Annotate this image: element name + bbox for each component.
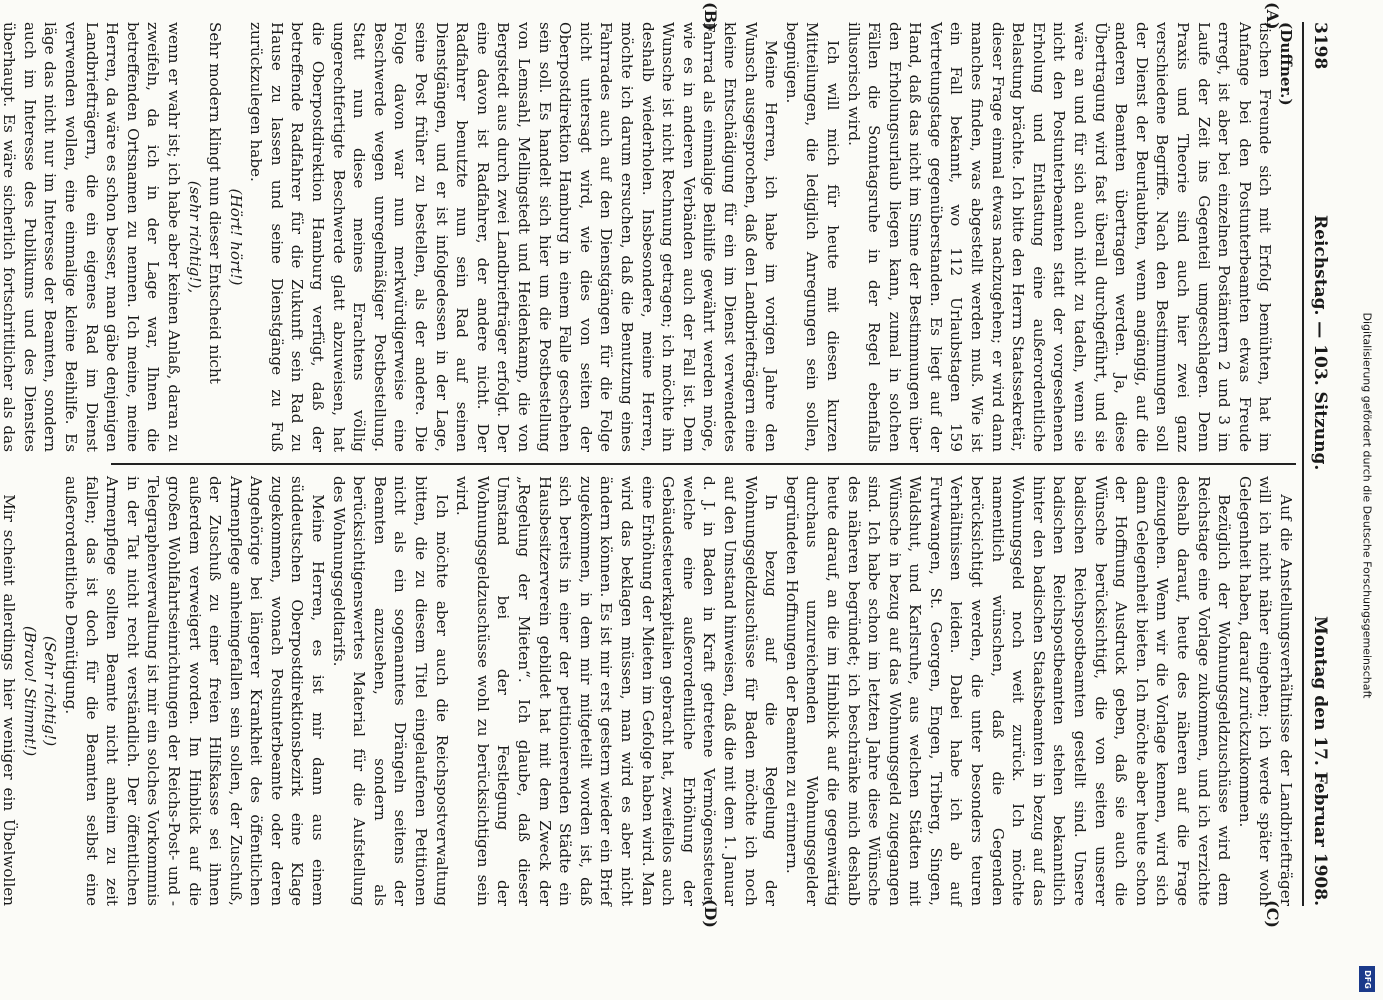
paragraph: Ich möchte aber auch die Reichspostverwaltung bitten, die zu diesem Titel eingelaufenen Petitionen nicht als ein sogenanntes Drängeln seitens der Beamten anzusehen, sondern als berücksichtigenswertes Material für die Aufstellung des Wohnungsgeldtarifs. xyxy=(329,476,451,906)
running-head-title: Reichstag. — 103. Sitzung. xyxy=(1310,215,1330,471)
margin-marker-b: (B) xyxy=(701,2,720,31)
page-number: 3198 xyxy=(1310,22,1330,70)
digitization-credit-text: Digitalisierung gefördert durch die Deutsche Forschungsgemeinschaft xyxy=(1360,312,1374,698)
speaker-label: (Duffner.) xyxy=(1277,22,1295,106)
margin-marker-c: (C) xyxy=(1263,900,1282,928)
paragraph: Sehr modern klingt nun dieser Entscheid nicht xyxy=(206,22,225,384)
left-column xyxy=(0,22,1296,452)
digitization-credit xyxy=(1356,40,1378,970)
running-head xyxy=(1306,22,1334,906)
paragraph: wenn er wahr ist; ich habe aber keinen Anlaß, daran zu zweifeln, da ich in der Lage war, Ihnen die betreffenden Ortsnamen zu nennen. Ich meine, meine Herren, da wäre es schon besser, man gäbe denjenigen Landbriefträgern, die ein eigenes Rad im Dienst verwenden wollen, eine einmalige kleine Beihilfe. Es läge das nicht nur im Interesse der Beamten, sondern auch im Interesse des Publikums und des Dienstes überhaupt. Es wäre sicherlich fortschrittlicher als das xyxy=(0,22,183,452)
paragraph: Meine Herren, es ist mir dann aus einem süddeutschen Oberpostdirektionsbezirk eine Klage zugekommen, wonach Postunterbeamte oder deren Angehörige bei längerer Krankheit des öffentlichen Armenpflege anheimgefallen sein sollen, der Zuschuß, der Zuschuß zu einer freien Hilfskasse sei ihnen außerdem verweigert worden. Im Hinblick auf die großen Wohlfahrtseinrichtungen der Reichs-Post- und -Telegraphenverwaltung ist mir ein solches Vorkommnis in der Tat nicht recht verständlich. Der öffentlichen Armenpflege sollten Beamte nicht anheim zu zeit fallen; das ist doch für die Beamten selbst eine außerordentliche Demütigung. xyxy=(61,476,328,906)
paragraph: Ich will mich für heute mit diesen kurzen Mitteilungen, die lediglich Anregungen sein sollen, begnügen. xyxy=(782,22,842,452)
paragraph: Meine Herren, ich habe im vorigen Jahre den Wunsch ausgesprochen, daß den Landbriefträgern eine kleine Entschädigung für ein im Dienst verwendetes Fahrrad als einmalige Beihilfe gewährt werden möge, wie es in anderen Verbänden auch der Fall ist. Dem Wunsche ist nicht Rechnung getragen; ich möchte ihn deshalb wiederholen. Insbesondere, meine Herren, möchte ich darum ersuchen, daß die Benutzung eines Fahrrades auch auf den Dienstgängen für die Folge nicht untersagt wird, wie dies von seiten der Oberpostdirektion Hamburg in einem Falle geschehen sein soll. Es handelt sich hier um die Postbestellung von Lemsahl, Mellingstedt und Heidenkamp, die von Bergstedt aus durch zwei Landbriefträger erfolgt. Der eine davon ist Radfahrer, der andere nicht. Der Radfahrer benutzte nun sein Rad auf seinen Dienstgängen, und er ist infolgedessen in der Lage, seine Post früher zu bestellen, als der andere. Die Folge davon war nun merkwürdigerweise eine Beschwerde wegen unregelmäßiger Postbestellung. Statt nun diese meines Erachtens völlig ungerechtfertigte Beschwerde glatt abzuweisen, hat die Oberpostdirektion Hamburg verfügt, daß der betreffende Radfahrer für die Zukunft sein Rad zu Hause zu lassen und seine Dienstgänge zu Fuß zurückzulegen habe. xyxy=(247,22,781,452)
margin-marker-d: (D) xyxy=(701,898,720,928)
interjection: (Bravo! Stimmt!) xyxy=(20,625,39,757)
paragraph: Auf die Anstellungsverhältnisse der Landbriefträger will ich nicht näher eingehen; ich werde später wohl Gelegenheit haben, darauf zurückzukommen. xyxy=(1235,476,1295,906)
interjection: (Hört! hört!) xyxy=(226,188,245,286)
paragraph: Bezüglich der Wohnungsgeldzuschüsse wird dem Reichstage eine Vorlage zukommen, und ich verzichte deshalb darauf, heute des näheren auf die Frage einzugehen. Wenn wir die Vorlage kennen, wird sich dann Gelegenheit bieten. Ich möchte aber heute schon der Hoffnung Ausdruck geben, daß sie auch die Wünsche berücksichtigt, die von seiten unserer badischen Reichspostbeamten gestellt sind. Unsere badischen Reichspostbeamten stehen bekanntlich hinter den badischen Staatsbeamten in bezug auf das Wohnungsgeld noch weit zurück. Ich möchte namentlich wünschen, daß die Gegenden berücksichtigt werden, die unter besonders teuren Verhältnissen leiden. Dabei habe ich ab auf Furtwangen, St. Georgen, Engen, Triberg, Singen, Waldshut, und Karlsruhe, aus welchen Städten mit Wünsche in bezug auf das Wohnungsgeld zugegangen sind. Ich habe schon im letzten Jahre diese Wünsche des näheren begründet; ich beschränke mich deshalb heute darauf, an die im Hinblick auf die gegenwärtig durchaus unzureichenden Wohnungsgelder begründeten Hoffnungen der Beamten zu erinnern. xyxy=(782,476,1234,906)
header-rule xyxy=(1302,22,1304,906)
page xyxy=(0,2,1340,928)
running-head-date: Montag den 17. Februar 1908. xyxy=(1310,616,1330,906)
dfg-logo xyxy=(1359,966,1375,992)
paragraph: Mir scheint allerdings hier weniger ein Übelwollen xyxy=(0,494,19,906)
column-rule xyxy=(111,463,1296,465)
dfg-logo-text: DFG xyxy=(1362,969,1372,989)
right-column xyxy=(0,476,1296,906)
interjection: (sehr richtig!), xyxy=(185,180,204,294)
paragraph: In bezug auf die Regelung der Wohnungsgeldzuschüsse für Baden möchte ich noch auf den Umstand hinweisen, daß die mit dem 1. Januar d. J. in Baden in Kraft getretene Vermögenssteuer, welche eine außerordentliche Erhöhung der Gebäudesteuerkapitalien gebracht hat, zweifellos auch eine Erhöhung der Mieten im Gefolge haben wird. Man wird das beklagen müssen, man wird es aber nicht ändern können. Es ist mir erst gestern wieder ein Brief zugekommen, in dem mir mitgeteilt worden ist, daß sich bereits in einer der petitionierenden Städte ein Hausbesitzerverein gebildet hat mit dem Zweck der „Regelung der Mieten“. Ich glaube, daß dieser Umstand bei der Festlegung der Wohnungsgeldzuschüsse wohl zu berücksichtigen sein wird. xyxy=(453,476,781,906)
margin-marker-a: (A) xyxy=(1263,2,1282,30)
rotated-page-content xyxy=(0,2,1340,928)
interjection: (Sehr richtig!) xyxy=(41,635,60,747)
paragraph: tischen Freunde sich mit Erfolg bemühten, hat im Anfange bei den Postunterbeamten etwas Freude erregt, ist aber bei einzelnen Postämtern 2 und 3 im Laufe der Zeit ins Gegenteil umgeschlagen. Denn Praxis und Theorie sind auch hier zwei ganz verschiedene Begriffe. Nach den Bestimmungen soll der Dienst der Beurlaubten, wenn angängig, auf die anderen Beamten übertragen werden. Ja, diese Übertragung wird fast überall durchgeführt, und sie wäre an und für sich auch nicht zu tadeln, wenn sie nicht den Postunterbeamten statt der vorgesehenen Erholung und Entlastung eine außerordentliche Belastung brächte. Ich bitte den Herrn Staatssekretär, dieser Frage einmal etwas nachzugehen; er wird dann manches finden, was abgestellt werden muß. Wie ist ein Fall bekannt, wo 112 Urlaubstagen 159 Vertretungstage gegenüberstanden. Es liegt auf der Hand, daß das nicht im Sinne der Bestimmungen über den Erholungsurlaub liegen kann, zumal in solchen Fällen die Sonntagsruhe in der Regel ebenfalls illusorisch wird. xyxy=(844,22,1275,452)
